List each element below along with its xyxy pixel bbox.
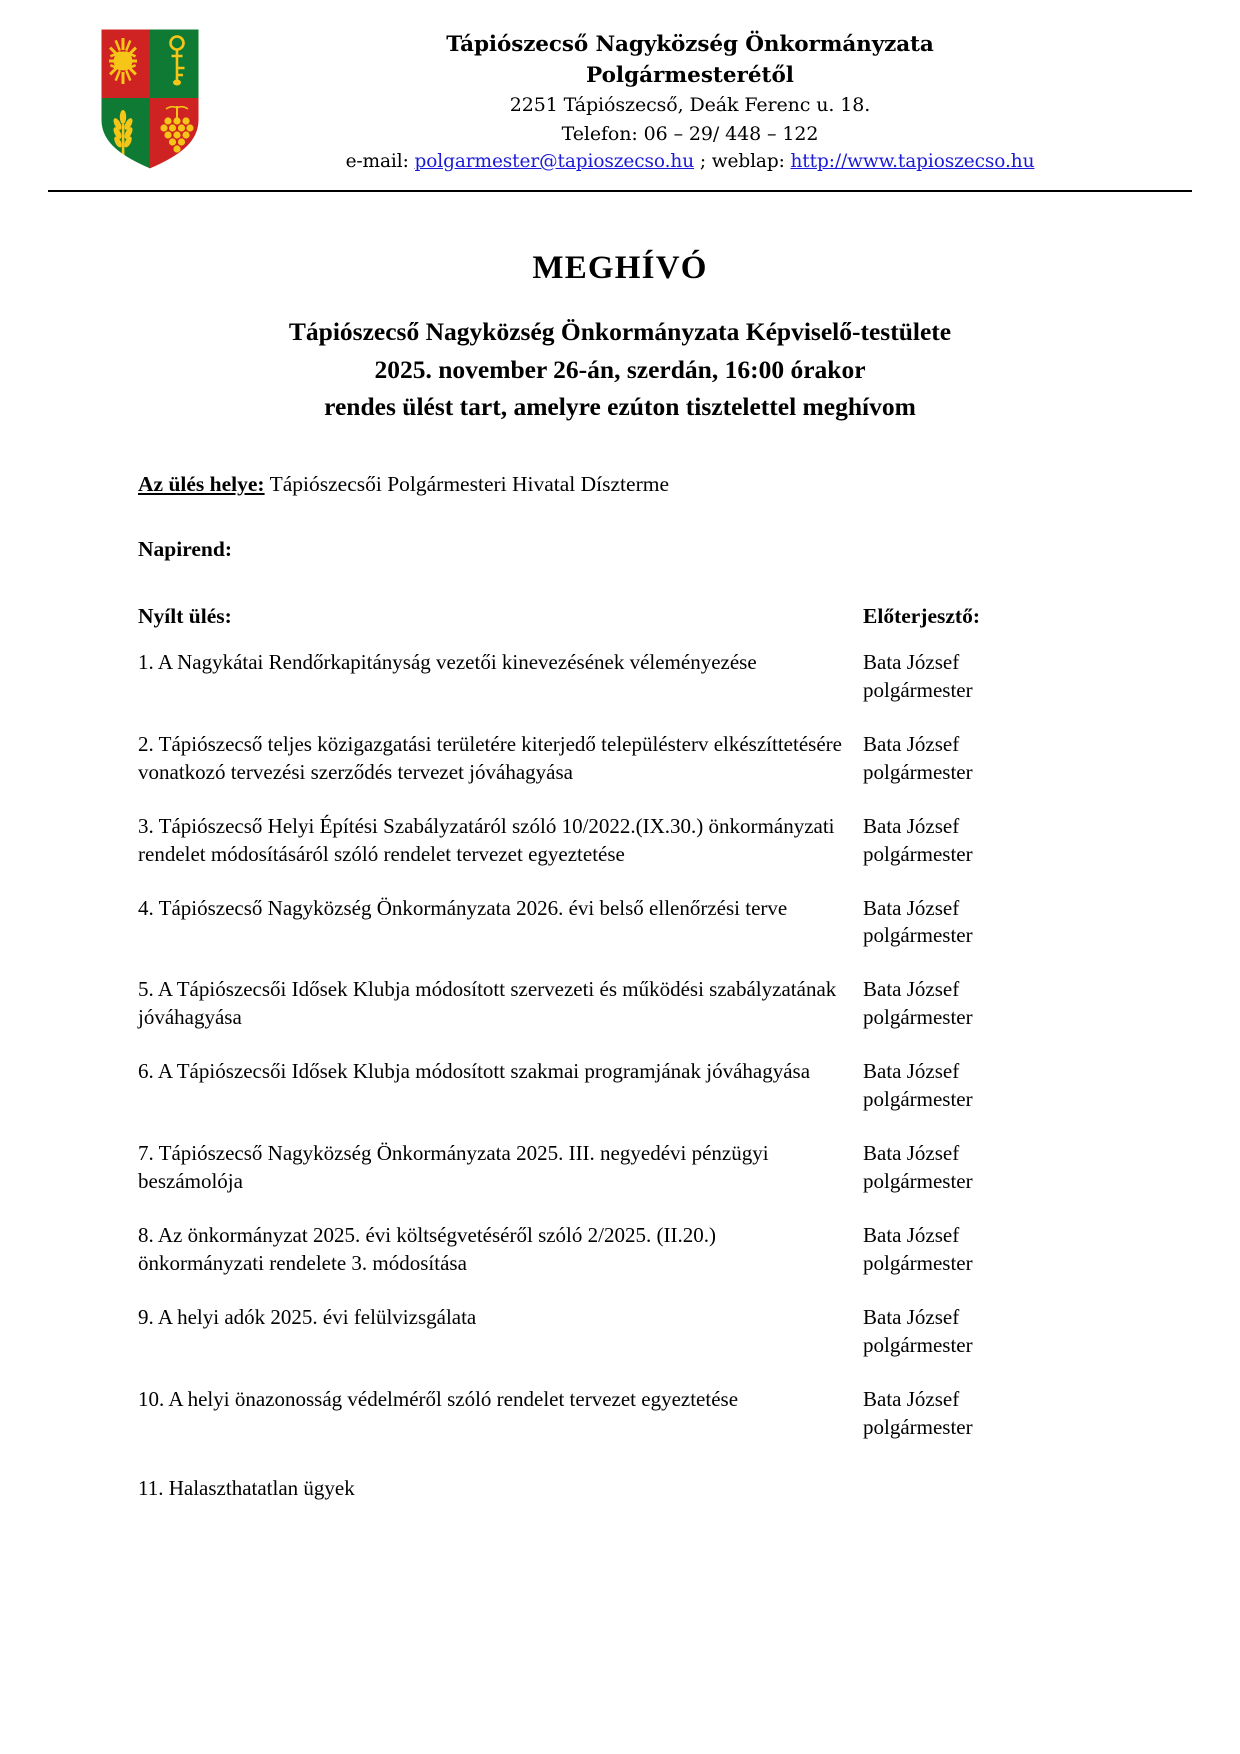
agenda-item xyxy=(138,976,1180,1032)
agenda-topic-header: Nyílt ülés: xyxy=(138,604,232,628)
title-area xyxy=(0,250,1240,426)
page-title: MEGHÍVÓ xyxy=(532,249,708,286)
email-link[interactable]: polgarmester@tapioszecso.hu xyxy=(414,151,695,173)
presenter-role: polgármester xyxy=(863,677,973,702)
agenda-item-topic: 4. Tápiószecső Nagyközség Önkormányzata 2026. évi belső ellenőrzési terve xyxy=(138,895,788,920)
subtitle-line-3: rendes ülést tart, amelyre ezúton tisztelettel meghívom xyxy=(324,392,916,422)
agenda-item-topic: 7. Tápiószecső Nagyközség Önkormányzata 2025. III. negyedévi pénzügyi beszámolója xyxy=(138,1141,769,1193)
agenda-item-presenter xyxy=(863,1386,1180,1442)
presenter-name: Bata József xyxy=(863,1059,960,1084)
organization-address: 2251 Tápiószecső, Deák Ferenc u. 18. xyxy=(509,94,871,117)
presenter-name: Bata József xyxy=(863,895,960,920)
venue-row xyxy=(138,470,1180,499)
agenda-item-topic: 2. Tápiószecső teljes közigazgatási területére kiterjedő településterv elkészíttetésére vonatkozó tervezési szerződés tervezet jóváhagyása xyxy=(138,731,842,784)
agenda-item-presenter xyxy=(863,813,1180,869)
subtitle-line-2: 2025. november 26-án, szerdán, 16:00 órakor xyxy=(374,354,866,384)
web-label: weblap: xyxy=(711,151,785,173)
subtitle-line-1: Tápiószecső Nagyközség Önkormányzata Képviselő-testülete xyxy=(288,316,952,346)
agenda-item-topic: 6. A Tápiószecsői Idősek Klubja módosított szakmai programjának jóváhagyása xyxy=(138,1059,811,1084)
agenda-item-topic: 10. A helyi önazonosság védelméről szóló rendelet tervezet egyeztetése xyxy=(138,1386,739,1411)
agenda-item xyxy=(138,649,1180,705)
venue-value: Tápiószecsői Polgármesteri Hivatal Díszterme xyxy=(269,471,670,496)
presenter-name: Bata József xyxy=(863,1386,960,1411)
presenter-name: Bata József xyxy=(863,1304,960,1329)
agenda-item xyxy=(138,731,1180,787)
venue-label: Az ülés helye: xyxy=(138,471,265,496)
email-label: e-mail: xyxy=(345,151,409,173)
agenda-item-presenter xyxy=(863,1475,1180,1503)
agenda-item-presenter xyxy=(863,976,1180,1032)
agenda-item-topic: 1. A Nagykátai Rendőrkapitányság vezetői kinevezésének véleményezése xyxy=(138,650,757,674)
agenda-column-headers xyxy=(138,604,1180,629)
presenter-role: polgármester xyxy=(863,1332,973,1357)
organization-phone: Telefon: 06 – 29/ 448 – 122 xyxy=(561,122,819,145)
agenda-item-presenter xyxy=(863,1058,1180,1114)
body-area xyxy=(138,470,1180,1503)
agenda-item-presenter xyxy=(863,649,1180,705)
letterhead xyxy=(0,0,1240,176)
organization-name: Tápiószecső Nagyközség Önkormányzata xyxy=(446,32,934,57)
agenda-item xyxy=(138,1058,1180,1114)
agenda-item xyxy=(138,1140,1180,1196)
agenda-item-topic: 11. Halaszthatatlan ügyek xyxy=(138,1476,355,1501)
agenda-item-presenter xyxy=(863,1222,1180,1278)
agenda-item-topic: 8. Az önkormányzat 2025. évi költségvetéséről szóló 2/2025. (II.20.) önkormányzati rendelete 3. módosítása xyxy=(138,1222,716,1275)
agenda-item-presenter xyxy=(863,895,1180,951)
agenda-item-topic: 3. Tápiószecső Helyi Építési Szabályzatáról szóló 10/2022.(IX.30.) önkormányzati rendelet módosításáról szóló rendelet tervezet egyeztetése xyxy=(138,813,835,866)
organization-role: Polgármesterétől xyxy=(586,62,794,88)
presenter-name: Bata József xyxy=(863,731,960,756)
agenda-item xyxy=(138,1386,1180,1442)
header-divider xyxy=(48,190,1192,192)
presenter-name: Bata József xyxy=(863,977,960,1002)
agenda-list xyxy=(138,649,1180,1503)
presenter-role: polgármester xyxy=(863,1250,973,1275)
presenter-role: polgármester xyxy=(863,1168,973,1193)
agenda-item xyxy=(138,1222,1180,1278)
presenter-role: polgármester xyxy=(863,1414,973,1439)
agenda-item xyxy=(138,813,1180,869)
agenda-item xyxy=(138,1475,1180,1503)
presenter-name: Bata József xyxy=(863,813,960,838)
agenda-item-topic: 9. A helyi adók 2025. évi felülvizsgálata xyxy=(138,1304,477,1329)
organization-contact-line xyxy=(240,148,1140,176)
agenda-item xyxy=(138,895,1180,951)
agenda-item xyxy=(138,1304,1180,1360)
presenter-role: polgármester xyxy=(863,759,973,784)
agenda-item-presenter xyxy=(863,1304,1180,1360)
agenda-item-topic: 5. A Tápiószecsői Idősek Klubja módosított szervezeti és működési szabályzatának jóváhagyása xyxy=(138,977,837,1030)
organization-block xyxy=(240,14,1180,176)
presenter-role: polgármester xyxy=(863,1005,973,1030)
crest-container xyxy=(60,14,240,172)
presenter-role: polgármester xyxy=(863,1087,973,1112)
presenter-role: polgármester xyxy=(863,923,973,948)
agenda-item-presenter xyxy=(863,731,1180,787)
contact-separator: ; xyxy=(699,151,706,173)
presenter-name: Bata József xyxy=(863,650,960,674)
agenda-presenter-header: Előterjesztő: xyxy=(863,604,980,628)
agenda-section-label: Napirend: xyxy=(138,537,232,561)
meeting-subtitle xyxy=(0,313,1240,426)
presenter-name: Bata József xyxy=(863,1141,960,1166)
presenter-name: Bata József xyxy=(863,1222,960,1247)
coat-of-arms-icon xyxy=(96,24,204,172)
presenter-role: polgármester xyxy=(863,841,973,866)
website-link[interactable]: http://www.tapioszecso.hu xyxy=(790,151,1035,173)
agenda-item-presenter xyxy=(863,1140,1180,1196)
